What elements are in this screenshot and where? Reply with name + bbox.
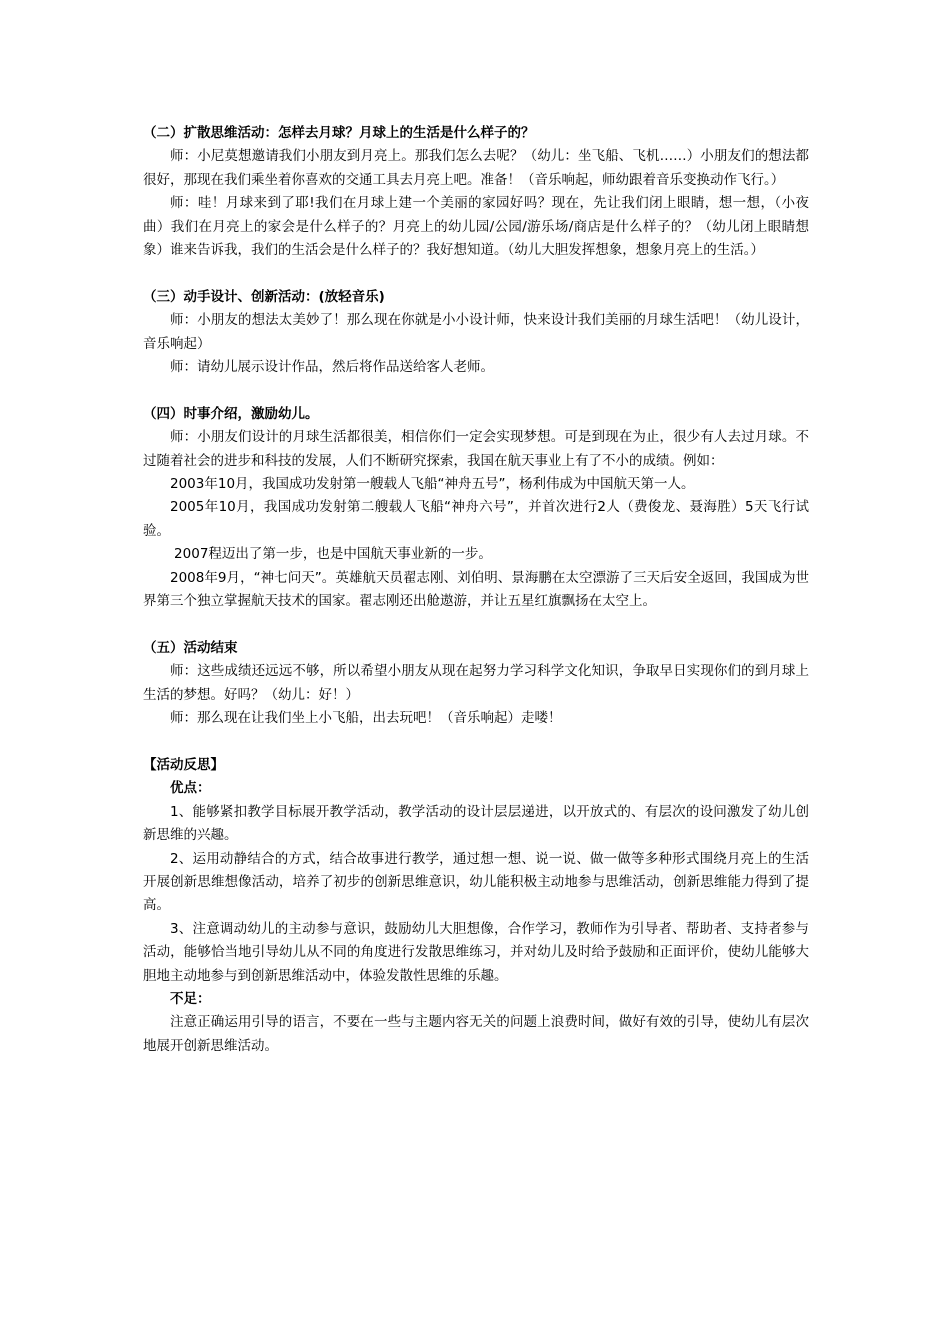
section-3-paragraph-1: 师：小朋友的想法太美妙了！那么现在你就是小小设计师，快来设计我们美丽的月球生活吧！（幼儿设计，音乐响起） (143, 312, 809, 352)
section-2-heading: （二）扩散思维活动：怎样去月球？月球上的生活是什么样子的？ (143, 125, 535, 141)
strengths-label: 优点： (170, 780, 211, 797)
section-4-heading: （四）时事介绍，激励幼儿。 (143, 405, 319, 422)
section-3-paragraph-2: 师：请幼儿展示设计作品，然后将作品送给客人老师。 (170, 359, 494, 376)
section-4-paragraph-3: 2005年10月，我国成功发射第二艘载人飞船“神舟六号”，并首次进行2人（费俊龙、聂海胜）5天飞行试验。 (143, 499, 809, 539)
section-2-paragraph-2: 师：哇！月球来到了耶!我们在月球上建一个美丽的家园好吗？现在，先让我们闭上眼睛，想一想，（小夜曲）我们在月亮上的家会是什么样子的？月亮上的幼儿园/公园/游乐场/商店是什么样子的？（幼儿闭上眼睛想象）谁来告诉我，我们的生活会是什么样子的？我好想知道。（幼儿大胆发挥想象，想象月亮上的生活。） (143, 195, 809, 259)
section-5-heading: （五）活动结束 (143, 639, 238, 656)
weakness-1: 注意正确运用引导的语言，不要在一些与主题内容无关的问题上浪费时间，做好有效的引导，使幼儿有层次地展开创新思维活动。 (143, 1014, 809, 1054)
spacer (143, 379, 809, 402)
spacer (143, 731, 809, 754)
spacer (143, 614, 809, 637)
section-5-paragraph-2: 师：那么现在让我们坐上小飞船，出去玩吧！（音乐响起）走喽！ (170, 710, 562, 727)
document-body (143, 122, 809, 1058)
section-2-paragraph-1: 师：小尼莫想邀请我们小朋友到月亮上。那我们怎么去呢？（幼儿：坐飞船、飞机……）小朋友们的想法都很好，那现在我们乘坐着你喜欢的交通工具去月亮上吧。准备！（音乐响起，师幼跟着音乐变换动作飞行。） (143, 148, 809, 188)
reflection-heading: 【活动反思】 (143, 756, 224, 773)
section-4-paragraph-4: 2007程迈出了第一步，也是中国航天事业新的一步。 (174, 546, 492, 563)
section-5-paragraph-1: 师：这些成绩还远远不够，所以希望小朋友从现在起努力学习科学文化知识，争取早日实现你们的到月球上生活的梦想。好吗？（幼儿：好！） (143, 663, 809, 703)
strength-3: 3、注意调动幼儿的主动参与意识，鼓励幼儿大胆想像，合作学习，教师作为引导者、帮助者、支持者参与活动，能够恰当地引导幼儿从不同的角度进行发散思维练习，并对幼儿及时给予鼓励和正面评价，使幼儿能够大胆地主动地参与到创新思维活动中，体验发散性思维的乐趣。 (143, 920, 809, 984)
section-4-paragraph-2: 2003年10月，我国成功发射第一艘载人飞船“神舟五号”，杨利伟成为中国航天第一人。 (170, 476, 695, 493)
spacer (143, 262, 809, 285)
section-4-paragraph-1: 师：小朋友们设计的月球生活都很美，相信你们一定会实现梦想。可是到现在为止，很少有人去过月球。不过随着社会的进步和科技的发展，人们不断研究探索，我国在航天事业上有了不小的成绩。例如： (143, 429, 809, 469)
weakness-label: 不足： (170, 990, 211, 1007)
section-4-paragraph-5: 2008年9月，“神七问天”。英雄航天员翟志刚、刘伯明、景海鹏在太空漂游了三天后安全返回，我国成为世界第三个独立掌握航天技术的国家。翟志刚还出舱遨游，并让五星红旗飘扬在太空上。 (143, 569, 809, 610)
section-3-heading: （三）动手设计、创新活动：(放轻音乐) (143, 288, 385, 305)
strength-1: 1、能够紧扣教学目标展开教学活动，教学活动的设计层层递进，以开放式的、有层次的设问激发了幼儿创新思维的兴趣。 (143, 803, 809, 844)
strength-2: 2、运用动静结合的方式，结合故事进行教学，通过想一想、说一说、做一做等多种形式围绕月亮上的生活开展创新思维想像活动，培养了初步的创新思维意识，幼儿能积极主动地参与思维活动，创新思维能力得到了提高。 (143, 850, 809, 914)
